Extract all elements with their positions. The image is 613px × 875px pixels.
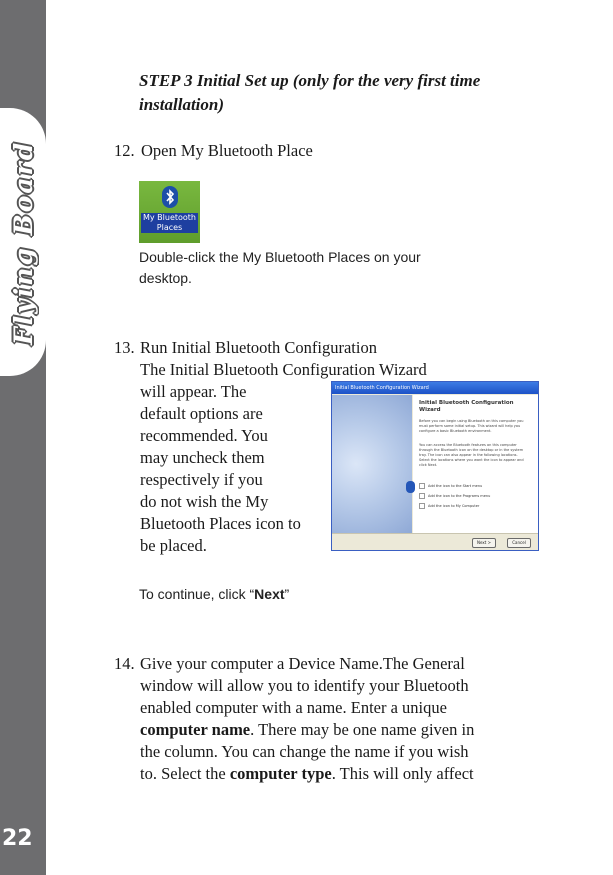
- item-12-caption: Double-click the My Bluetooth Places on your desktop.: [139, 249, 421, 286]
- item-14-number: 14.: [114, 654, 135, 673]
- sidebar-tab-label: Flying Board: [9, 140, 38, 346]
- wizard-option-programs-menu[interactable]: Add the icon to the Programs menu: [419, 493, 490, 499]
- step-heading: [139, 69, 539, 117]
- next-button[interactable]: Next >: [472, 538, 496, 548]
- wizard-screenshot: [331, 381, 539, 551]
- wizard-title-bar: Initial Bluetooth Configuration Wizard: [332, 382, 538, 394]
- page-number: 22: [2, 826, 33, 851]
- step-heading-line1: STEP 3 Initial Set up (only for the very first time: [139, 71, 481, 90]
- bluetooth-icon: [162, 186, 178, 208]
- item-13-title: Run Initial Bluetooth Configuration: [140, 338, 377, 357]
- wizard-intro: Before you can begin using Bluetooth on this computer you must perform some initial setup. This wizard will help you configure a basic Bluetooth environment.: [419, 419, 524, 433]
- wizard-heading: Initial Bluetooth Configuration Wizard: [419, 400, 514, 413]
- wizard-content: [413, 395, 538, 533]
- wizard-icon-note: You can access the Bluetooth features on this computer through the Bluetooth icon on the desktop or in the system tray. The icon can also appear in the following locations. Select the locations where you want the icon to appear and click Next.: [419, 443, 524, 467]
- wizard-option-start-menu[interactable]: Add the icon to the Start menu: [419, 483, 482, 489]
- wizard-banner: [332, 395, 412, 533]
- desktop-icon-label: My Bluetooth Places: [142, 213, 196, 232]
- step-heading-line2: installation): [139, 95, 225, 114]
- item-14-body: Give your computer a Device Name.The General window will allow you to identify your Bluetooth enabled computer with a name. Enter a unique computer name. There may be one name given in the column. You can change the name if you wish to. Select the computer type. This will only affect: [140, 654, 475, 783]
- wizard-button-bar: [332, 533, 538, 551]
- cancel-button[interactable]: Cancel: [507, 538, 531, 548]
- item-12-number: 12.: [114, 141, 135, 160]
- bluetooth-icon: [406, 481, 415, 493]
- item-12-text: Open My Bluetooth Place: [141, 141, 313, 160]
- item-13-number: 13.: [114, 338, 135, 357]
- my-bluetooth-places-icon: [139, 181, 200, 243]
- item-13-body: Run Initial Bluetooth Configuration The Initial Bluetooth Configuration Wizard will appear. The default options are recommended. You may uncheck them respectively if you do not wish the My Bluetooth Places icon to be placed.: [140, 337, 500, 557]
- item-13-continue: To continue, click “Next”: [139, 586, 290, 602]
- wizard-option-my-computer[interactable]: Add the icon to My Computer: [419, 503, 479, 509]
